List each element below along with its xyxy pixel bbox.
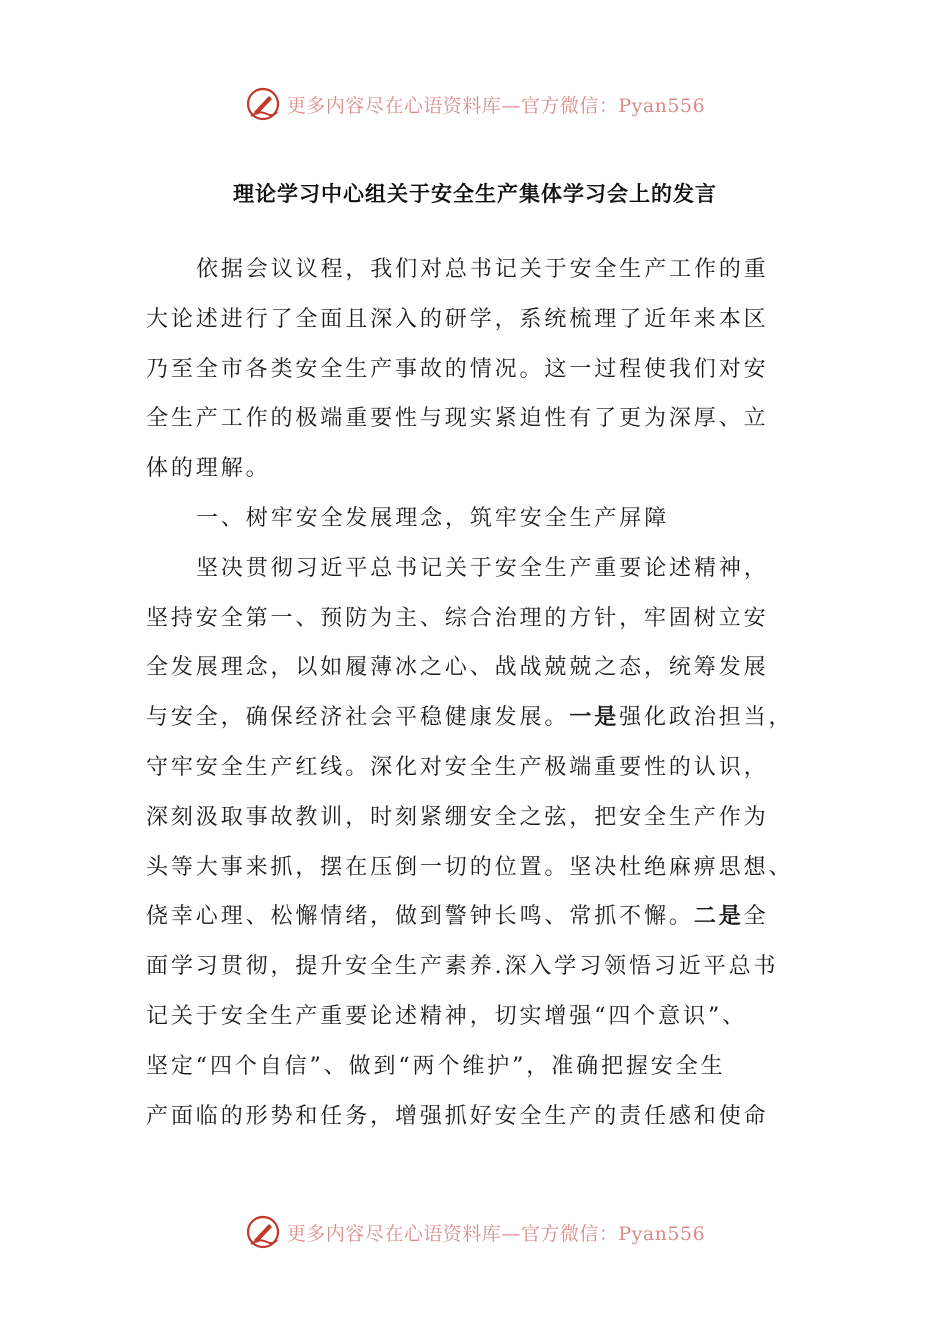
body-line xyxy=(146,843,802,893)
pen-logo-icon xyxy=(245,1214,281,1250)
body-line xyxy=(146,444,802,494)
body-text-segment: 全发展理念，以如履薄冰之心、战战兢兢之态，统筹发展 xyxy=(146,655,769,681)
body-text-segment: 侥幸心理、松懈情绪，做到警钟长鸣、常抓不懈。 xyxy=(146,904,694,930)
body-text-segment: 深刻汲取事故教训，时刻紧绷安全之弦，把安全生产作为 xyxy=(146,804,769,830)
body-text-segment: 产面临的形势和任务，增强抓好安全生产的责任感和使命 xyxy=(146,1103,769,1129)
body-text-segment: 乃至全市各类安全生产事故的情况。这一过程使我们对安 xyxy=(146,356,769,382)
body-line xyxy=(146,594,802,644)
body-line xyxy=(146,295,802,345)
bold-point-marker: 一是 xyxy=(569,705,620,731)
body-line xyxy=(146,643,802,693)
body-text-segment: 强化政治担当， xyxy=(619,705,794,731)
document-body xyxy=(146,245,802,1141)
bold-point-marker: 二是 xyxy=(693,904,744,930)
body-text-segment: 坚持安全第一、预防为主、综合治理的方针，牢固树立安 xyxy=(146,605,769,631)
body-line xyxy=(146,394,802,444)
body-line xyxy=(146,245,802,295)
body-text-segment: 面学习贯彻，提升安全生产素养.深入学习领悟习近平总书 xyxy=(146,954,779,980)
body-line xyxy=(146,494,802,544)
body-line xyxy=(146,942,802,992)
body-line xyxy=(146,892,802,942)
body-text-segment: 与安全，确保经济社会平稳健康发展。 xyxy=(146,705,570,731)
header-watermark-text: 更多内容尽在心语资料库—官方微信：Pyan556 xyxy=(286,94,706,117)
body-text-segment: 一、树牢安全发展理念，筑牢安全生产屏障 xyxy=(196,505,670,531)
body-text-segment: 全生产工作的极端重要性与现实紧迫性有了更为深厚、立 xyxy=(146,406,769,432)
body-text-segment: 坚决贯彻习近平总书记关于安全生产重要论述精神， xyxy=(196,555,769,581)
body-text-segment: 全 xyxy=(743,904,769,930)
body-line xyxy=(146,693,802,743)
body-line xyxy=(146,992,802,1042)
body-line xyxy=(146,544,802,594)
body-line xyxy=(146,793,802,843)
body-line xyxy=(146,743,802,793)
body-text-segment: 依据会议议程，我们对总书记关于安全生产工作的重 xyxy=(196,257,769,282)
body-text-segment: 坚定“四个自信”、做到“两个维护”，准确把握安全生 xyxy=(146,1053,726,1079)
footer-watermark-text: 更多内容尽在心语资料库—官方微信：Pyan556 xyxy=(286,1222,706,1245)
body-text-segment: 头等大事来抓，摆在压倒一切的位置。坚决杜绝麻痹思想、 xyxy=(146,854,794,880)
body-line xyxy=(146,1042,802,1092)
body-text-segment: 大论述进行了全面且深入的研学，系统梳理了近年来本区 xyxy=(146,306,769,332)
body-line xyxy=(146,345,802,395)
pen-logo-icon xyxy=(245,86,281,122)
body-text-segment: 体的理解。 xyxy=(146,456,271,482)
body-text-segment: 记关于安全生产重要论述精神，切实增强“四个意识”、 xyxy=(146,1003,747,1029)
footer-watermark-banner xyxy=(0,1212,950,1252)
header-watermark-banner xyxy=(0,84,950,124)
body-line xyxy=(146,1092,802,1142)
document-title: 理论学习中心组关于安全生产集体学习会上的发言 xyxy=(233,182,717,206)
body-text-segment: 守牢安全生产红线。深化对安全生产极端重要性的认识， xyxy=(146,754,769,780)
